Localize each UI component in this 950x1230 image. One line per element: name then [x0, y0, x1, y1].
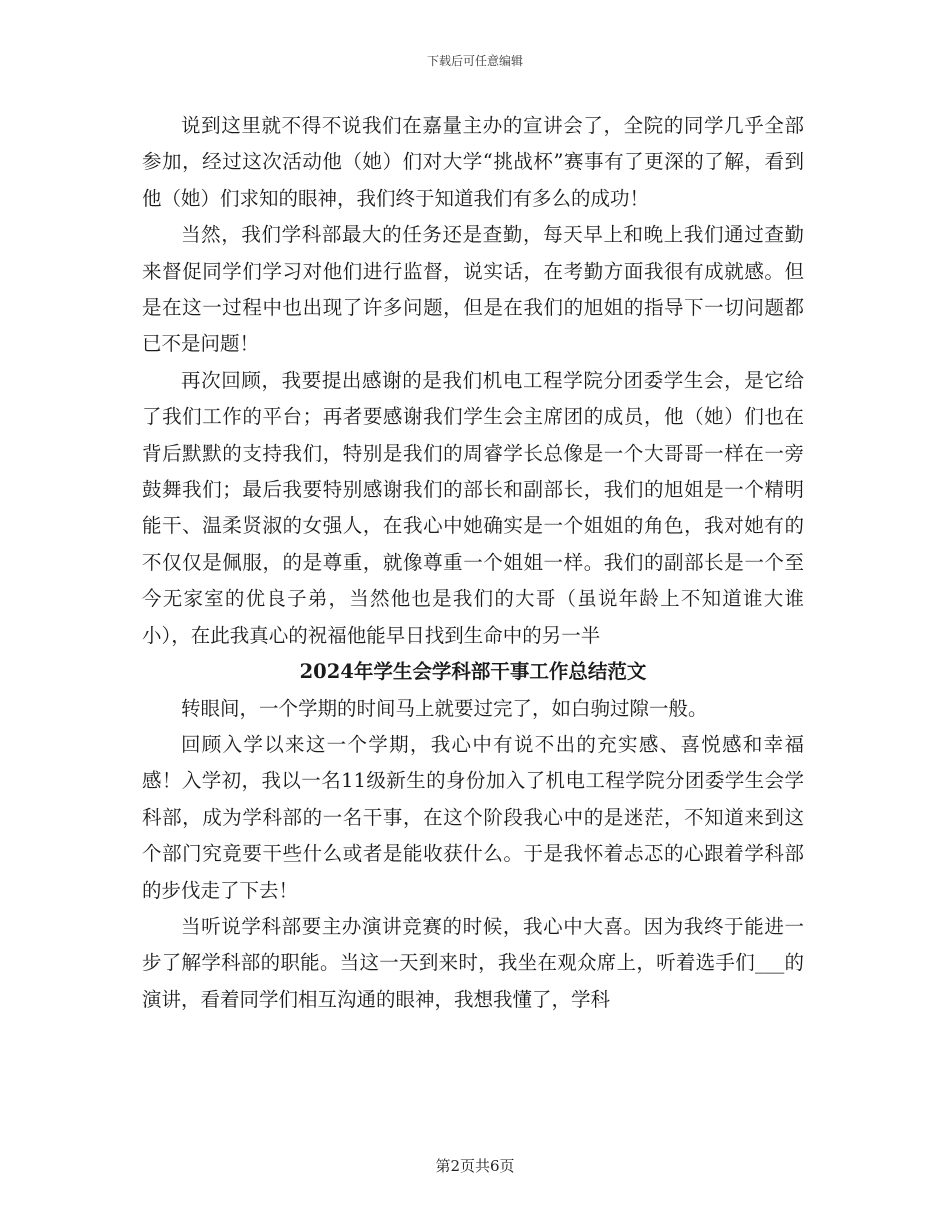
section-title: 2024年学生会学科部干事工作总结范文: [299, 660, 647, 684]
body-paragraph: 说到这里就不得不说我们在嘉量主办的宣讲会了，全院的同学几乎全部参加，经过这次活动他（她）们对大学“挑战杯”赛事有了更深的了解，看到他（她）们求知的眼神，我们终于知道我们有多么的成功！: [142, 114, 804, 210]
header-note: 下载后可任意编辑: [426, 54, 523, 68]
body-paragraph: 再次回顾，我要提出感谢的是我们机电工程学院分团委学生会，是它给了我们工作的平台；再者要感谢我们学生会主席团的成员，他（她）们也在背后默默的支持我们，特别是我们的周睿学长总像是一个大哥哥一样在一旁鼓舞我们；最后我要特别感谢我们的部长和副部长，我们的旭姐是一个精明能干、温柔贤淑的女强人，在我心中她确实是一个姐姐的角色，我对她有的不仅仅是佩服，的是尊重，就像尊重一个姐姐一样。我们的副部长是一个至今无家室的优良子弟，当然他也是我们的大哥（虽说年龄上不知道谁大谁小），在此我真心的祝福他能早日找到生命中的另一半: [142, 368, 804, 647]
body-paragraph: 转眼间，一个学期的时间马上就要过完了，如白驹过隙一般。: [181, 696, 708, 720]
body-paragraph: 回顾入学以来这一个学期，我心中有说不出的充实感、喜悦感和幸福感！入学初，我以一名11级新生的身份加入了机电工程学院分团委学生会学科部，成为学科部的一名干事，在这个阶段我心中的是迷茫，不知道来到这个部门究竟要干些什么或者是能收获什么。于是我怀着忐忑的心跟着学科部的步伐走了下去！: [142, 732, 804, 902]
page-number: 第2页共6页: [435, 1157, 515, 1175]
document-body: [142, 108, 804, 1018]
body-paragraph: 当然，我们学科部最大的任务还是查勤，每天早上和晚上我们通过查勤来督促同学们学习对他们进行监督，说实话，在考勤方面我很有成就感。但是在这一过程中也出现了许多问题，但是在我们的旭姐的指导下一切问题都已不是问题！: [142, 223, 804, 356]
body-paragraph: 当听说学科部要主办演讲竞赛的时候，我心中大喜。因为我终于能进一步了解学科部的职能。当这一天到来时，我坐在观众席上，听着选手们___的演讲，看着同学们相互沟通的眼神，我想我懂了，学科: [142, 914, 804, 1011]
